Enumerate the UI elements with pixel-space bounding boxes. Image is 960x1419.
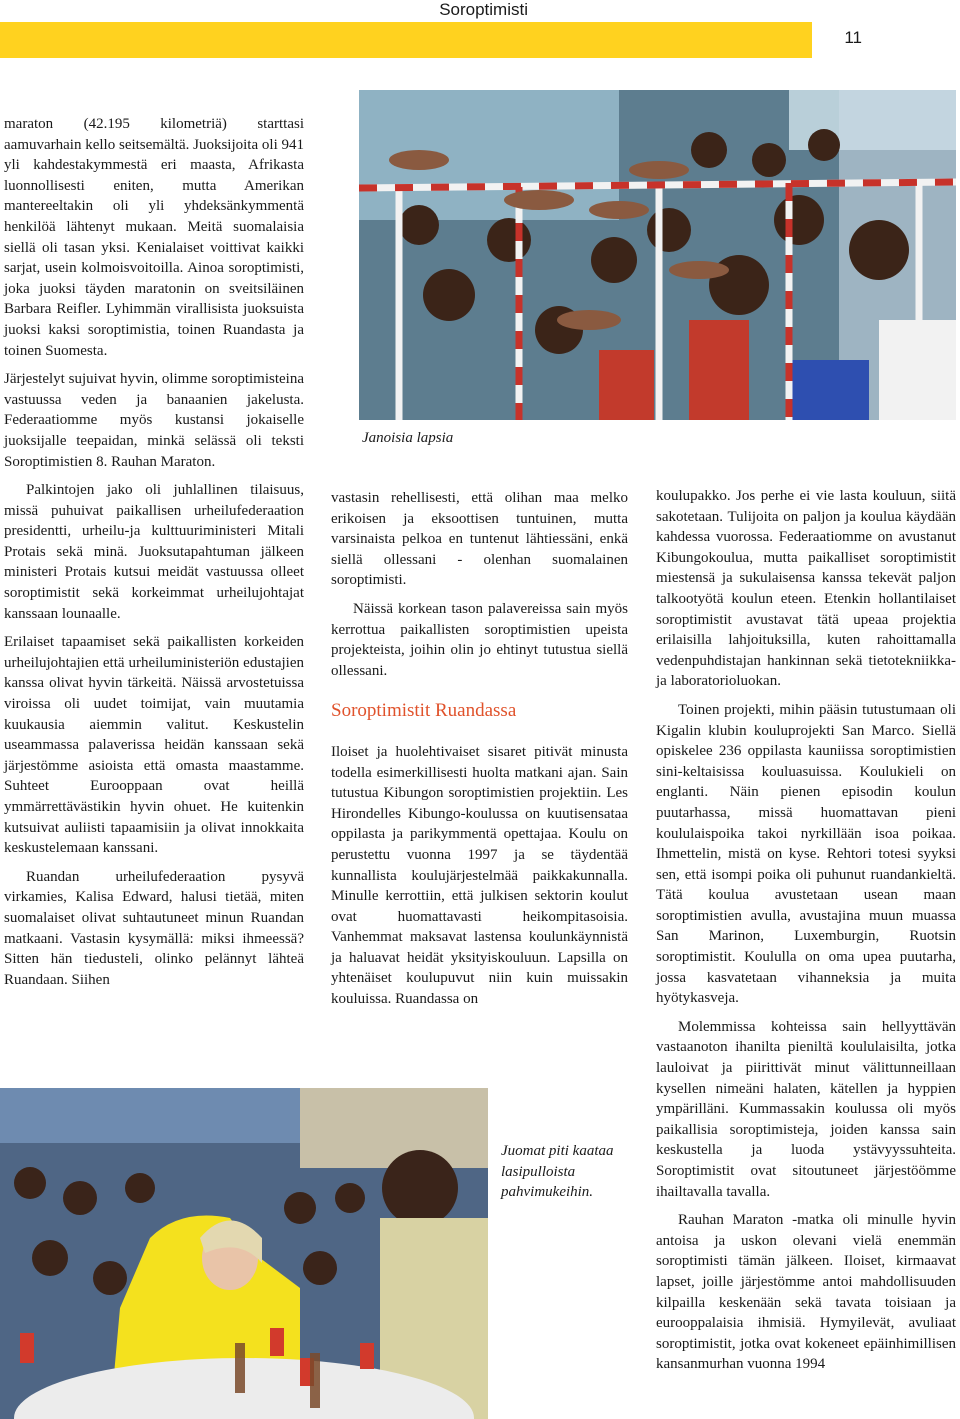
paragraph: Toinen projekti, mihin pääsin tutustumaan oli Kigalin klubin kouluprojekti San Marco. Siellä opiskelee 236 oppilasta kauniissa soroptimistien sini-keltaisissa kouluasuissa. Koulukieli on englanti. Näin pienen episodin koulun puutarhassa, missä huomattavan pieni koululaispoika takoi nyrkillään isoa poikaa. Ihmettelin, mistä on kyse. Rehtori totesi syyksi sen, että isompi poika oli puhunut ruandankieltä. Tätä koulua avustetaan usean maan soroptimistien avulla, avustajina muun muassa San Marinon, Luxemburgin, Ruotsin soroptimistit. Koululla on oma upea puutarha, jossa kasvatetaan vihanneksia ja muita hyötykasveja. [656,701,956,1007]
header-title-bar [0,0,960,22]
paragraph: Iloiset ja huolehtivaiset sisaret pitivät minusta todella esimerkillisesti huolta matkani ajan. Sain tutustua Kibungon soroptimistien projektiin. Les Hirondelles Kibungo-koulussa on kuutisensataa oppilasta ja parikymmentä opettajaa. Koulu on perustettu vuonna 1997 ja se täydentää kunnallista koulujärjestelmää paikkakunnalla. Minulle kerrottiin, että julkisen sektorin koulut ovat huomattavasti heikompitasoisia. Vanhemmat maksavat lastensa koulunkäynnistä ja haluavat heidät yksityiskouluun. Lapsilla on yhtenäiset koulupuvut niin kuin muissakin kouluissa. Ruandassa on [331,743,628,1008]
paragraph: Rauhan Maraton -matka oli minulle hyvin antoisa ja uskon olevani vielä enemmän soroptimisti tämän jälkeen. Iloiset, kirmaavat lapset, joille järjestömme antoi mahdollisuuden kilpailla keskenään sekä tavata toisiaan ja eurooppalaisia ihmisiä. Hymyilevät, avuliaat soroptimistit, jotka ovat kokeneet epäinhimillisen kansanmurhan vuonna 1994 [656,1212,956,1373]
photo-pouring-drinks [0,1088,488,1419]
section-heading: Soroptimistit Ruandassa [331,700,517,722]
paragraph: maraton (42.195 kilometriä) starttasi aamuvarhain kello seitsemältä. Juoksijoita oli 941 yli kahdestakymmestä eri maasta, Afrikasta luonnollisesti eniten, mutta Amerikan mantereeltakin oli yli yhdeksänkymmentä henkilöä lähtenyt mukaan. Meitä suomalaisia siellä oli tasan yksi. Kenialaiset voittivat kaikki sarjat, usein kolmoisvoitoilla. Ainoa soroptimisti, joka juoksi täyden maratonin on sveitsiläinen Barbara Reifler. Lyhimmän virallisista juoksuista juoksi kaksi soroptimistia, toinen Ruandasta ja toinen Suomesta. [4,116,304,359]
paragraph: Erilaiset tapaamiset sekä paikallisten korkeiden urheilujohtajien että urheiluministeriön edustajien kanssa olivat hyvin tärkeitä. Näissä arvostetuissa viroissa oli uudet toimijat, vain muutamia kuukausia aiemmin valitut. Keskustelin useammassa palaverissa heidän kanssaan sekä järjestömme asioista että omasta maastamme. Suhteet Eurooppaan ovat heillä ymmärrettävästikin hyvin ohuet. He kuitenkin kutsuivat auliisti tapaamisiin ja olivat innokkaita keskustelemaan kanssani. [4,634,304,857]
page-number: 11 [844,28,862,47]
paragraph: Palkintojen jako oli juhlallinen tilaisuus, missä puhuivat paikallisen urheilufederaation presidentti, urheilu-ja kulttuuriministeri Mitali Protais sekä minä. Juoksutapahtuman jälkeen ministeri Protais kutsui meidät vastuussa olleet soroptimistit sekä korkeimmat urheilujohtajat kanssaan lounaalle. [4,482,304,622]
caption-photo-1: Janoisia lapsia [362,430,454,446]
photo-thirsty-children-image [359,90,956,420]
photo-thirsty-children [359,90,956,420]
text-column-2 [331,488,628,1018]
paragraph: Järjestelyt sujuivat hyvin, olimme soroptimisteina vastuussa veden ja banaanien jakelusta. Federaatiomme myös kustansi jokaiselle juoksijalle teepaidan, minkä selässä oli teksti Soroptimistien 8. Rauhan Maraton. [4,371,304,470]
text-column-3 [656,486,956,1383]
section-title: Soroptimisti [439,0,528,19]
paragraph: vastasin rehellisesti, että olihan maa melko erikoisen ja eksoottisen tuntuinen, mutta varsinaista pelkoa en tuntenut lähtiessäni, enkä siellä ollessani - olenhan suomalainen soroptimisti. [331,490,628,589]
yellow-stripe [0,22,812,58]
text-column-1 [4,114,304,998]
photo-pouring-drinks-image [0,1088,488,1419]
paragraph: Näissä korkean tason palavereissa sain myös kerrottua paikallisten soroptimistien upeista projekteista, joihin olin jo ehtinyt tutustua siellä ollessani. [331,600,628,679]
paragraph: Molemmissa kohteissa sain hellyyttävän vastaanoton ihanilta pieniltä koululaisilta, jotka lauloivat ja piirittivät minut välittunneillaan kysellen nimeäni halaten, kätellen ja hyppien ympärilläni. Kummassakin koulussa oli myös paikallisia soroptimisteja, joiden kanssa sain keskustella ja luoda ystävyyssuhteita. Soroptimistit ovat sitoutuneet järjestöömme ihailtavalla tavalla. [656,1018,956,1200]
paragraph: koulupakko. Jos perhe ei vie lasta kouluun, siitä sakotetaan. Tulijoita on paljon ja koulua käydään kahdessa vuorossa. Federaatiomme on avustanut Kibungokoulua, mutta paikalliset soroptimistit miestensä ja sukulaisensa kanssa tekevät paljon talkootyötä koulun eteen. Etenkin hollantilaiset soroptimistit avustavat tätä upeaa projektia erilaisilla lahjoituksilla, kuten rahoittamalla vedenpuhdistajan hankinnan sekä tietotekniikka-ja laboratorioluokan. [656,488,956,690]
header-band [0,22,960,58]
paragraph: Ruandan urheilufederaation pysyvä virkamies, Kalisa Edward, halusi tietää, miten suomalaiset olivat suhtautuneet minun Ruandan matkaani. Vastasin kysymällä: miksi ihmeessä? Sitten hän tiedusteli, olinko pelännyt lähteä Ruandaan. Siihen [4,868,304,988]
caption-photo-2: Juomat piti kaataa lasipulloista pahvimukeihin. [501,1143,614,1201]
